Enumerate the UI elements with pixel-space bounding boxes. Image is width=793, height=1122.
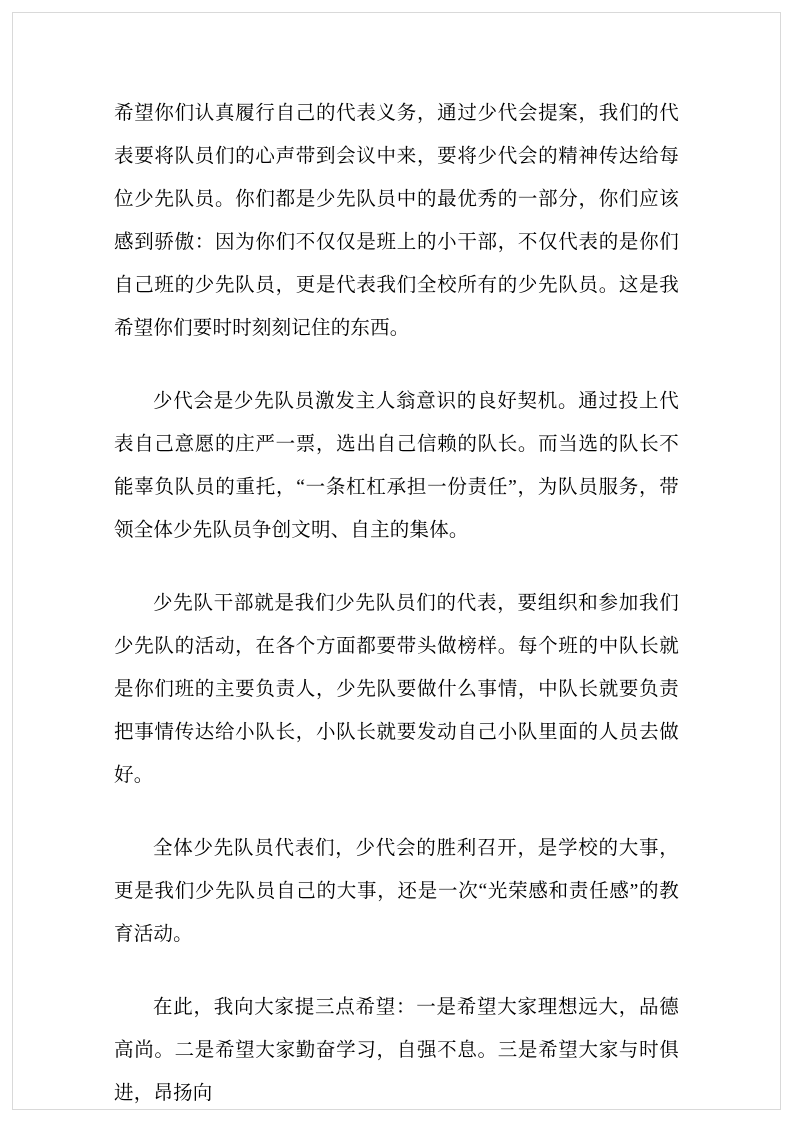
paragraph-3: 少先队干部就是我们少先队员们的代表，要组织和参加我们少先队的活动，在各个方面都要带头做榜样。每个班的中队长就是你们班的主要负责人，少先队要做什么事情，中队长就要负责把事情传达给小队长，小队长就要发动自己小队里面的人员去做好。 [114,593,679,786]
paragraph-2: 少代会是少先队员激发主人翁意识的良好契机。通过投上代表自己意愿的庄严一票，选出自己信赖的队长。而当选的队长不能辜负队员的重托，“一条杠杠承担一份责任”，为队员服务，带领全体少先队员争创文明、自主的集体。 [114,391,679,541]
paragraph-5: 在此，我向大家提三点希望：一是希望大家理想远大，品德高尚。二是希望大家勤奋学习，自强不息。三是希望大家与时俱进，昂扬向 [114,997,679,1104]
paragraph-4: 全体少先队员代表们，少代会的胜利召开，是学校的大事，更是我们少先队员自己的大事，还是一次“光荣感和责任感”的教育活动。 [114,838,679,945]
document-body [114,92,679,1115]
paragraph-1: 希望你们认真履行自己的代表义务，通过少代会提案，我们的代表要将队员们的心声带到会议中来，要将少代会的精神传达给每位少先队员。你们都是少先队员中的最优秀的一部分，你们应该感到骄傲：因为你们不仅仅是班上的小干部，不仅代表的是你们自己班的少先队员，更是代表我们全校所有的少先队员。这是我希望你们要时时刻刻记住的东西。 [114,103,679,339]
